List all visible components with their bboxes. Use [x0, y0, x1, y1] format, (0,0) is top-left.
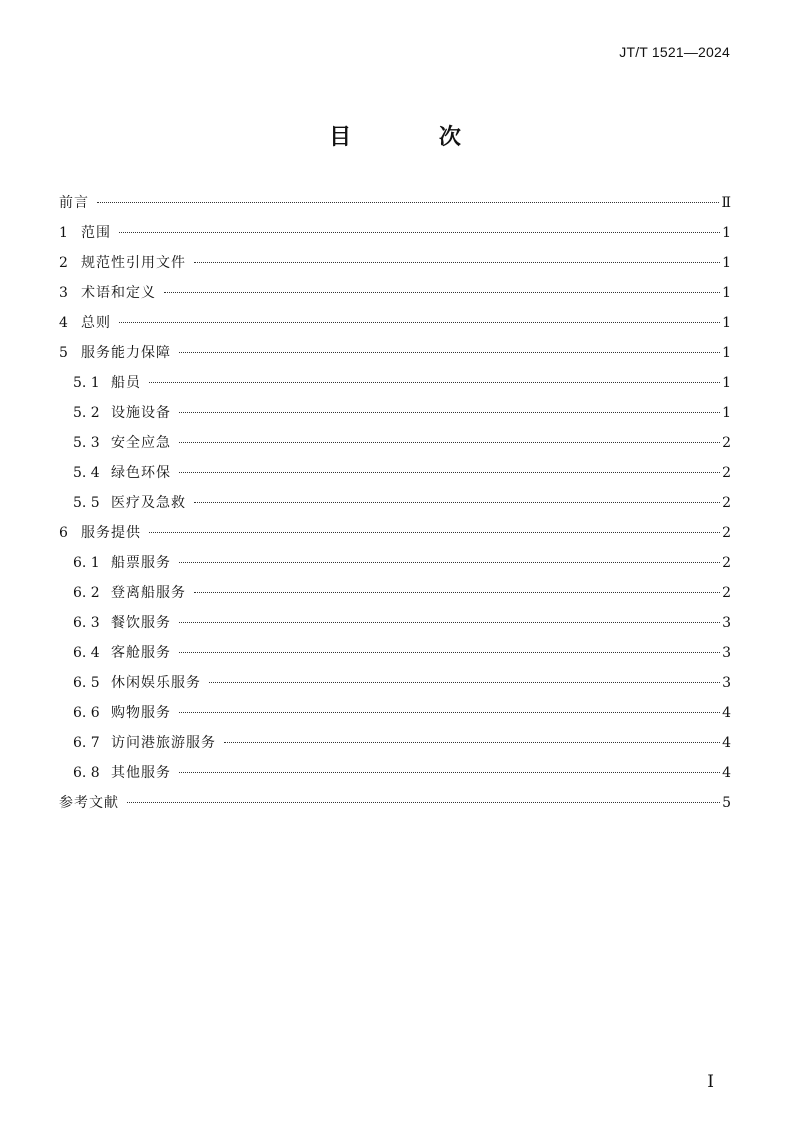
toc-entry-label: 总则 [81, 315, 111, 331]
toc-entry-label: 绿色环保 [111, 465, 171, 481]
toc-entry-number: 1 [59, 225, 68, 241]
toc-entry-page: 1 [722, 405, 731, 421]
toc-entry-1[interactable] [59, 218, 731, 248]
toc-entry-label: 餐饮服务 [111, 615, 171, 631]
dot-leader [194, 502, 720, 503]
toc-entry-label: 规范性引用文件 [81, 255, 186, 271]
toc-entry-number: 5. 1 [73, 375, 100, 391]
toc-entry-page: 2 [722, 465, 731, 481]
toc-entry-number: 6. 5 [73, 675, 100, 691]
toc-entry-page: 1 [722, 225, 731, 241]
toc-entry-label: 前言 [59, 195, 89, 211]
dot-leader [179, 352, 720, 353]
toc-entry-5-5[interactable] [59, 488, 731, 518]
toc-entry-5-1[interactable] [59, 368, 731, 398]
toc-entry-label: 术语和定义 [81, 285, 156, 301]
dot-leader [179, 412, 720, 413]
dot-leader [119, 232, 720, 233]
table-of-contents [59, 188, 731, 818]
toc-entry-page: 1 [722, 375, 731, 391]
toc-entry-5-3[interactable] [59, 428, 731, 458]
toc-entry-label: 登离船服务 [111, 585, 186, 601]
toc-entry-number: 6. 1 [73, 555, 100, 571]
toc-entry-6-4[interactable] [59, 638, 731, 668]
toc-entry-page: 2 [722, 435, 731, 451]
dot-leader [179, 562, 720, 563]
toc-entry-label: 安全应急 [111, 435, 171, 451]
dot-leader [149, 382, 720, 383]
toc-entry-number: 6. 6 [73, 705, 100, 721]
toc-entry-6[interactable] [59, 518, 731, 548]
toc-entry-label: 其他服务 [111, 765, 171, 781]
toc-entry-page: 3 [722, 675, 731, 691]
toc-entry-label: 医疗及急救 [111, 495, 186, 511]
toc-entry-number: 6 [59, 525, 68, 541]
toc-entry-page: 3 [722, 615, 731, 631]
toc-entry-page: 1 [722, 315, 731, 331]
toc-entry-page: Ⅱ [721, 195, 731, 211]
toc-entry-page: 3 [722, 645, 731, 661]
toc-entry-number: 5. 4 [73, 465, 100, 481]
toc-entry-page: 1 [722, 255, 731, 271]
dot-leader [97, 202, 719, 203]
dot-leader [179, 472, 720, 473]
dot-leader [179, 652, 720, 653]
toc-entry-page: 4 [722, 705, 731, 721]
toc-entry-number: 6. 8 [73, 765, 100, 781]
toc-entry-label: 休闲娱乐服务 [111, 675, 201, 691]
toc-entry-page: 2 [722, 585, 731, 601]
dot-leader [209, 682, 720, 683]
dot-leader [149, 532, 720, 533]
toc-entry-label: 客舱服务 [111, 645, 171, 661]
toc-entry-6-5[interactable] [59, 668, 731, 698]
toc-entry-number: 2 [59, 255, 68, 271]
toc-entry-6-3[interactable] [59, 608, 731, 638]
toc-entry-6-7[interactable] [59, 728, 731, 758]
toc-entry-6-8[interactable] [59, 758, 731, 788]
toc-entry-6-6[interactable] [59, 698, 731, 728]
toc-entry-5-4[interactable] [59, 458, 731, 488]
toc-entry-number: 6. 4 [73, 645, 100, 661]
toc-entry-number: 6. 3 [73, 615, 100, 631]
toc-entry-number: 5 [59, 345, 68, 361]
toc-entry-5[interactable] [59, 338, 731, 368]
toc-entry-page: 1 [722, 285, 731, 301]
toc-entry-label: 范围 [81, 225, 111, 241]
dot-leader [127, 802, 720, 803]
toc-entry-number: 5. 3 [73, 435, 100, 451]
toc-entry-label: 购物服务 [111, 705, 171, 721]
toc-entry-4[interactable] [59, 308, 731, 338]
toc-entry-label: 参考文献 [59, 795, 119, 811]
dot-leader [179, 442, 720, 443]
dot-leader [179, 712, 720, 713]
dot-leader [119, 322, 720, 323]
toc-entry-6-1[interactable] [59, 548, 731, 578]
dot-leader [179, 622, 720, 623]
page-title: 目 次 [329, 125, 501, 150]
toc-entry-page: 4 [722, 765, 731, 781]
toc-entry-number: 6. 7 [73, 735, 100, 751]
dot-leader [194, 592, 720, 593]
toc-entry-page: 2 [722, 525, 731, 541]
toc-entry-foreword[interactable] [59, 188, 731, 218]
toc-entry-number: 5. 2 [73, 405, 100, 421]
toc-entry-label: 服务能力保障 [81, 345, 171, 361]
standard-code: JT/T 1521—2024 [619, 44, 730, 60]
toc-entry-2[interactable] [59, 248, 731, 278]
toc-entry-page: 5 [722, 795, 731, 811]
dot-leader [164, 292, 720, 293]
toc-entry-label: 船员 [111, 375, 141, 391]
page-number: I [707, 1072, 714, 1092]
toc-entry-label: 设施设备 [111, 405, 171, 421]
toc-entry-references[interactable] [59, 788, 731, 818]
toc-entry-label: 服务提供 [81, 525, 141, 541]
toc-entry-page: 1 [722, 345, 731, 361]
toc-entry-page: 2 [722, 495, 731, 511]
toc-entry-label: 访问港旅游服务 [111, 735, 216, 751]
toc-entry-6-2[interactable] [59, 578, 731, 608]
toc-entry-page: 2 [722, 555, 731, 571]
toc-entry-3[interactable] [59, 278, 731, 308]
toc-entry-page: 4 [722, 735, 731, 751]
dot-leader [194, 262, 720, 263]
toc-entry-number: 5. 5 [73, 495, 100, 511]
toc-entry-number: 3 [59, 285, 68, 301]
dot-leader [179, 772, 720, 773]
dot-leader [224, 742, 720, 743]
toc-entry-5-2[interactable] [59, 398, 731, 428]
toc-entry-label: 船票服务 [111, 555, 171, 571]
toc-entry-number: 6. 2 [73, 585, 100, 601]
toc-entry-number: 4 [59, 315, 68, 331]
